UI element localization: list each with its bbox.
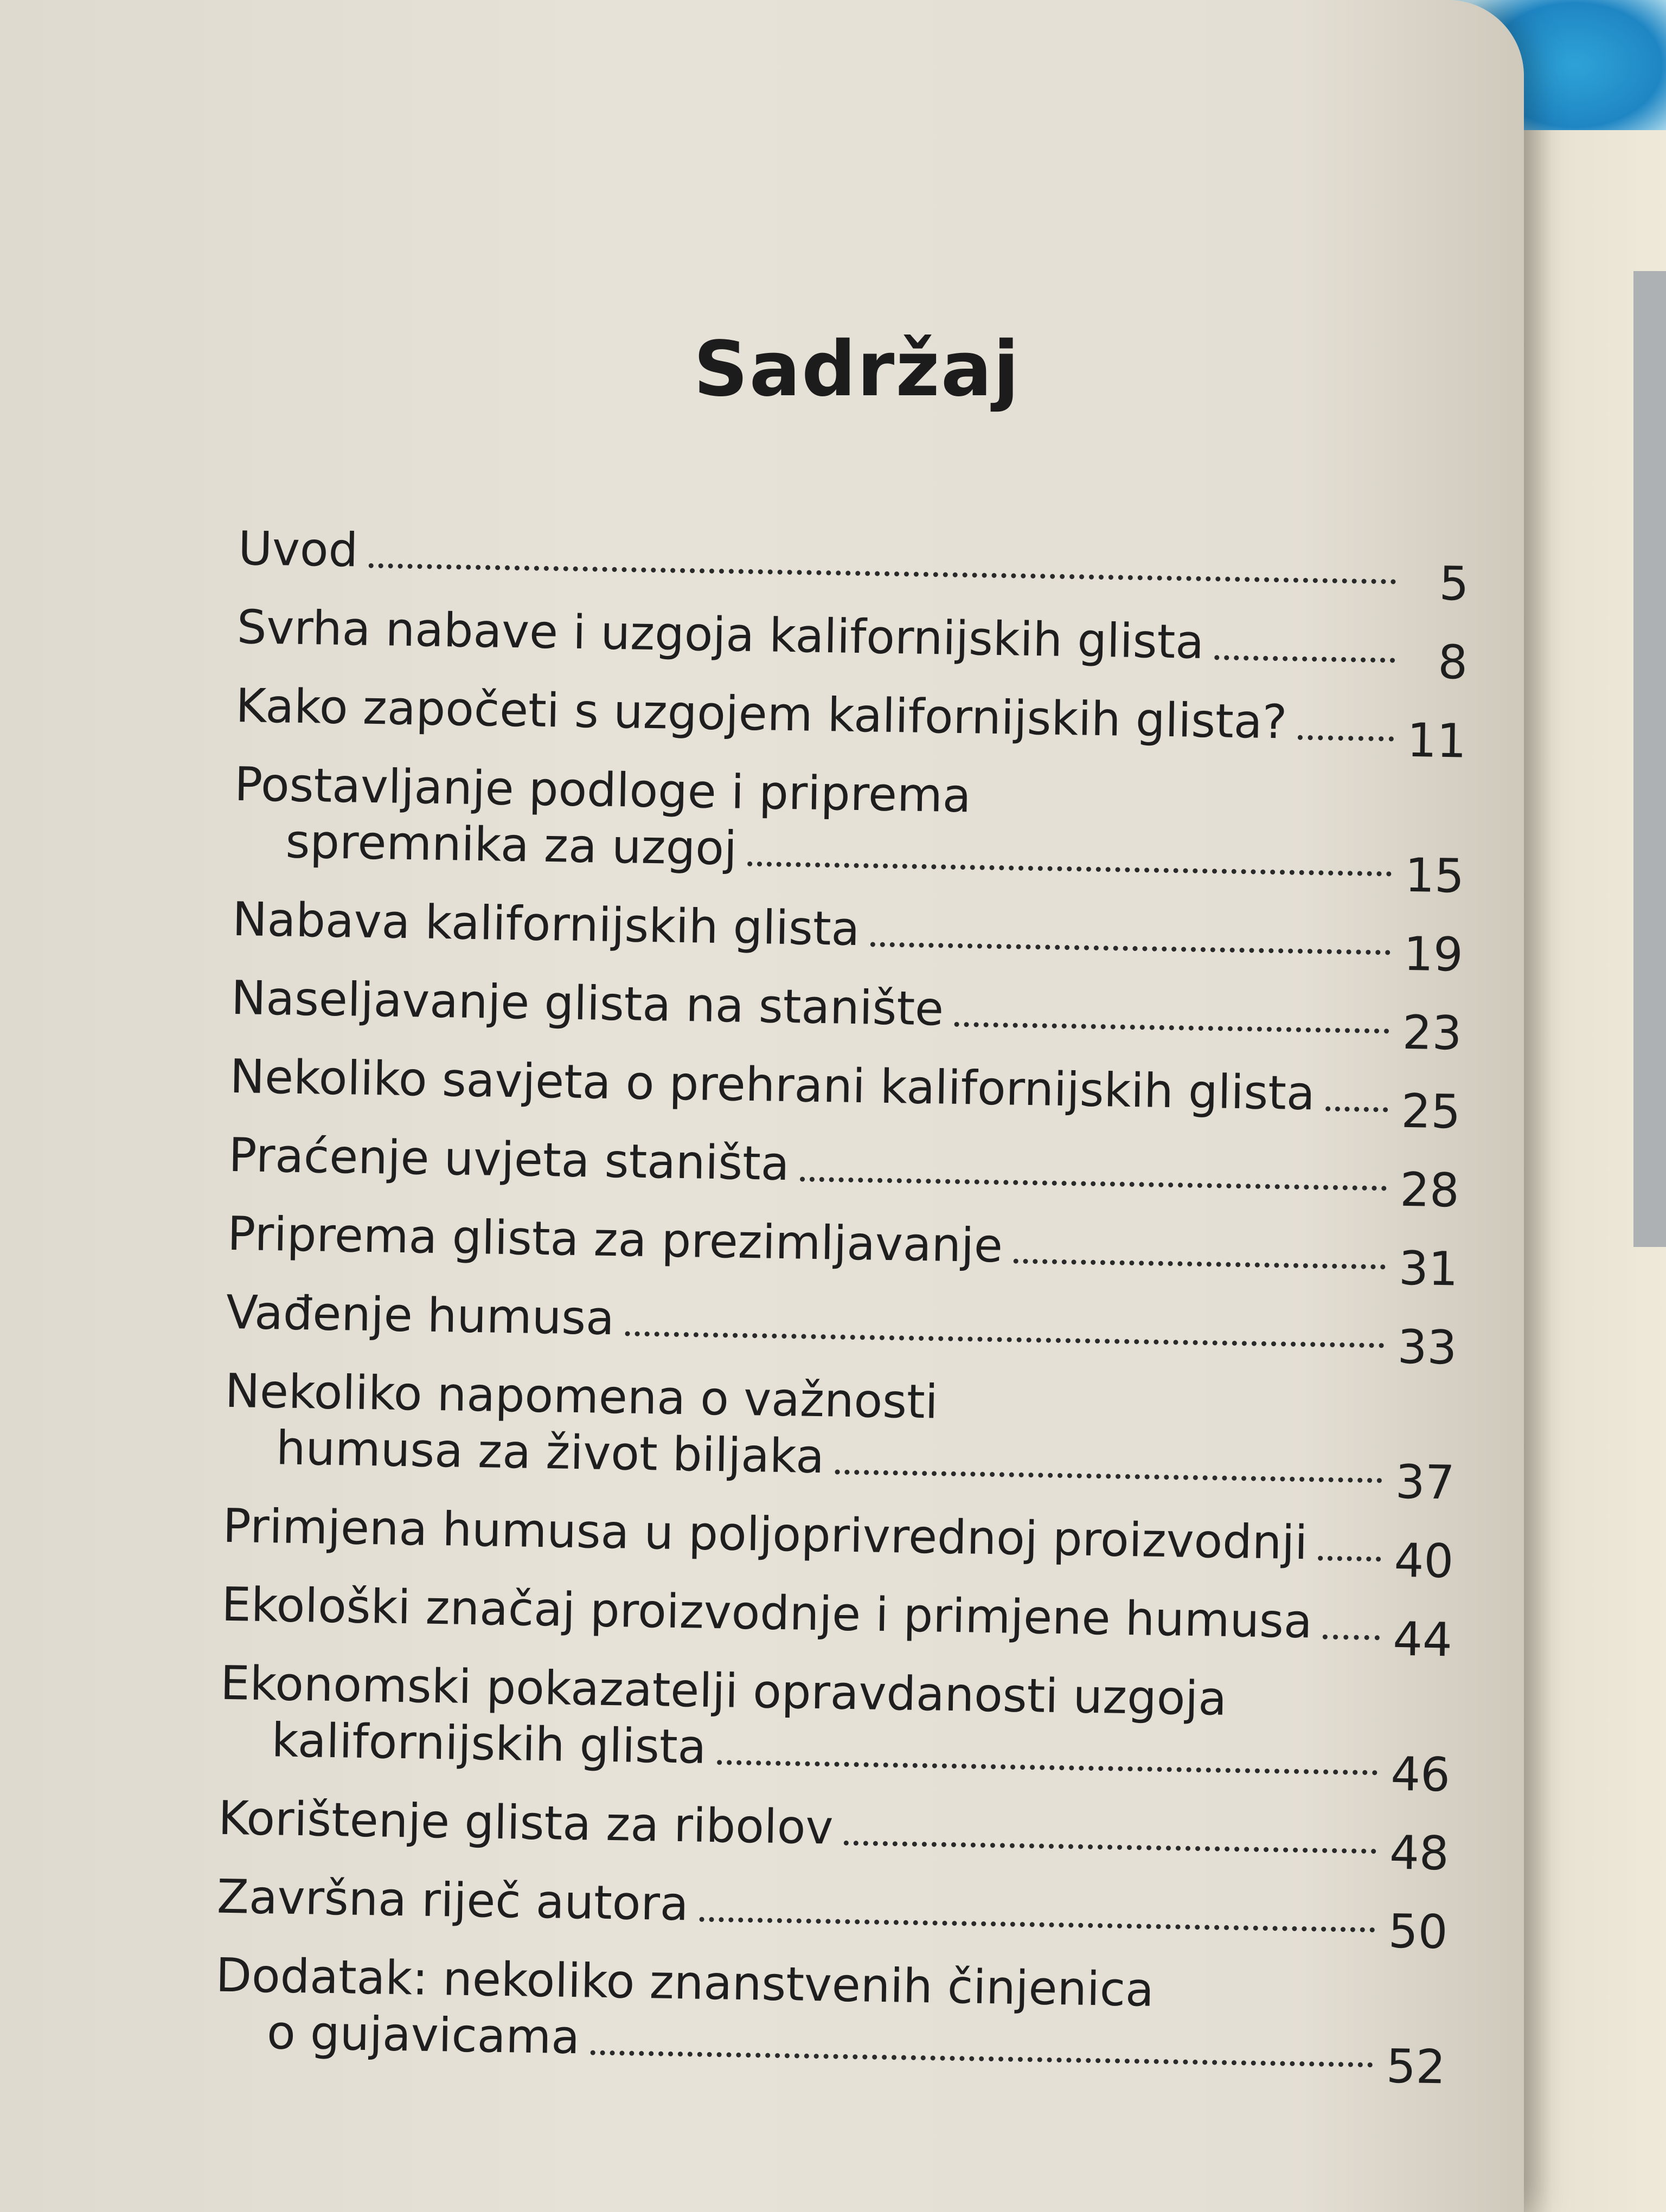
- toc-page-number: 25: [1400, 1084, 1461, 1140]
- toc-page-number: 5: [1438, 556, 1470, 612]
- toc-page-number: 19: [1403, 927, 1464, 982]
- toc-page-number: 46: [1390, 1747, 1451, 1803]
- toc-page-number: 37: [1395, 1455, 1456, 1510]
- toc-leader-dots: [954, 1022, 1389, 1034]
- toc-entry: [233, 756, 1466, 904]
- toc-entry-title: Svrha nabave i uzgoja kalifornijskih glista: [236, 600, 1204, 670]
- toc-entry-title: Primjena humusa u poljoprivrednoj proizvodnji: [222, 1499, 1308, 1571]
- background-insert: [1633, 271, 1666, 1247]
- toc-leader-dots: [1323, 1635, 1380, 1641]
- toc-entry: [229, 1049, 1461, 1140]
- toc-entry: [228, 1127, 1460, 1218]
- toc-leader-dots: [1214, 655, 1395, 663]
- toc-entry: [219, 1655, 1452, 1803]
- toc-entry: [217, 1790, 1450, 1881]
- toc-leader-dots: [1013, 1259, 1385, 1270]
- toc-leader-dots: [369, 563, 1396, 584]
- toc-leader-dots: [591, 2050, 1373, 2068]
- toc-entry-title: Ekonomski pokazatelji opravdanosti uzgoja: [220, 1656, 1227, 1726]
- toc-entry-title-continued: o gujavicama: [266, 2005, 580, 2065]
- toc-page-number: 8: [1437, 635, 1468, 690]
- toc-leader-dots: [870, 942, 1391, 955]
- toc-page-number: 15: [1404, 848, 1465, 904]
- toc-entry-title: Nekoliko napomena o važnosti: [224, 1364, 939, 1430]
- toc-entry-title: Naseljavanje glista na stanište: [230, 970, 944, 1037]
- toc-page-number: 48: [1389, 1825, 1450, 1881]
- toc-page-number: 23: [1402, 1005, 1463, 1061]
- toc-entry-title: Kako započeti s uzgojem kalifornijskih glista?: [235, 678, 1287, 750]
- toc-entry: [214, 1947, 1447, 2095]
- toc-page-number: 31: [1398, 1241, 1459, 1297]
- toc-leader-dots: [625, 1331, 1384, 1348]
- toc-page-number: 11: [1406, 713, 1467, 769]
- page-title: Sadržaj: [693, 325, 1021, 414]
- toc-entry-title-continued: kalifornijskih glista: [271, 1713, 707, 1774]
- toc-leader-dots: [800, 1176, 1387, 1191]
- toc-entry-title-continued: humusa za život biljaka: [275, 1421, 825, 1484]
- toc-entry: [227, 1206, 1459, 1297]
- toc-entry: [226, 1284, 1458, 1375]
- toc-entry-title: Praćenje uvjeta staništa: [228, 1128, 790, 1192]
- toc-page-number: 33: [1397, 1320, 1458, 1375]
- toc-entry: [223, 1363, 1456, 1510]
- toc-entry: [236, 599, 1468, 690]
- toc-entry-title: Nekoliko savjeta o prehrani kalifornijskih glista: [229, 1049, 1316, 1121]
- toc-entry: [216, 1869, 1449, 1960]
- toc-leader-dots: [1325, 1107, 1388, 1113]
- toc-entry-title: Dodatak: nekoliko znanstvenih činjenica: [215, 1948, 1155, 2017]
- toc-entry-title: Uvod: [238, 521, 358, 578]
- toc-page-number: 40: [1393, 1533, 1454, 1589]
- toc-leader-dots: [844, 1841, 1376, 1854]
- toc-entry-title: Korištenje glista za ribolov: [217, 1791, 834, 1855]
- toc-page-number: 28: [1399, 1162, 1460, 1218]
- toc-page-number: 50: [1388, 1904, 1449, 1960]
- toc-entry-title: Vađenje humusa: [226, 1285, 615, 1346]
- toc-entry-title-continued: spremnika za uzgoj: [285, 814, 738, 876]
- toc-page-number: 44: [1392, 1612, 1453, 1668]
- toc-entry: [230, 970, 1463, 1061]
- toc-entry: [221, 1577, 1453, 1668]
- toc-entry: [238, 520, 1470, 612]
- toc-entry-title: Postavljanje podloge i priprema: [234, 757, 972, 824]
- toc-entry: [235, 678, 1467, 769]
- toc-leader-dots: [717, 1760, 1377, 1775]
- toc-entry: [222, 1498, 1454, 1589]
- toc-entry-title: Ekološki značaj proizvodnje i primjene humusa: [221, 1577, 1313, 1649]
- toc-leader-dots: [747, 861, 1392, 877]
- toc-leader-dots: [699, 1917, 1375, 1933]
- toc-leader-dots: [1318, 1556, 1381, 1562]
- toc-leader-dots: [835, 1469, 1382, 1483]
- table-of-contents: [214, 520, 1470, 2101]
- toc-leader-dots: [1298, 735, 1394, 742]
- toc-entry: [232, 891, 1464, 982]
- toc-entry-title: Nabava kalifornijskih glista: [232, 892, 861, 957]
- toc-entry-title: Završna riječ autora: [216, 1869, 689, 1932]
- toc-page-number: 52: [1386, 2039, 1446, 2095]
- toc-entry-title: Priprema glista za prezimljavanje: [227, 1206, 1003, 1274]
